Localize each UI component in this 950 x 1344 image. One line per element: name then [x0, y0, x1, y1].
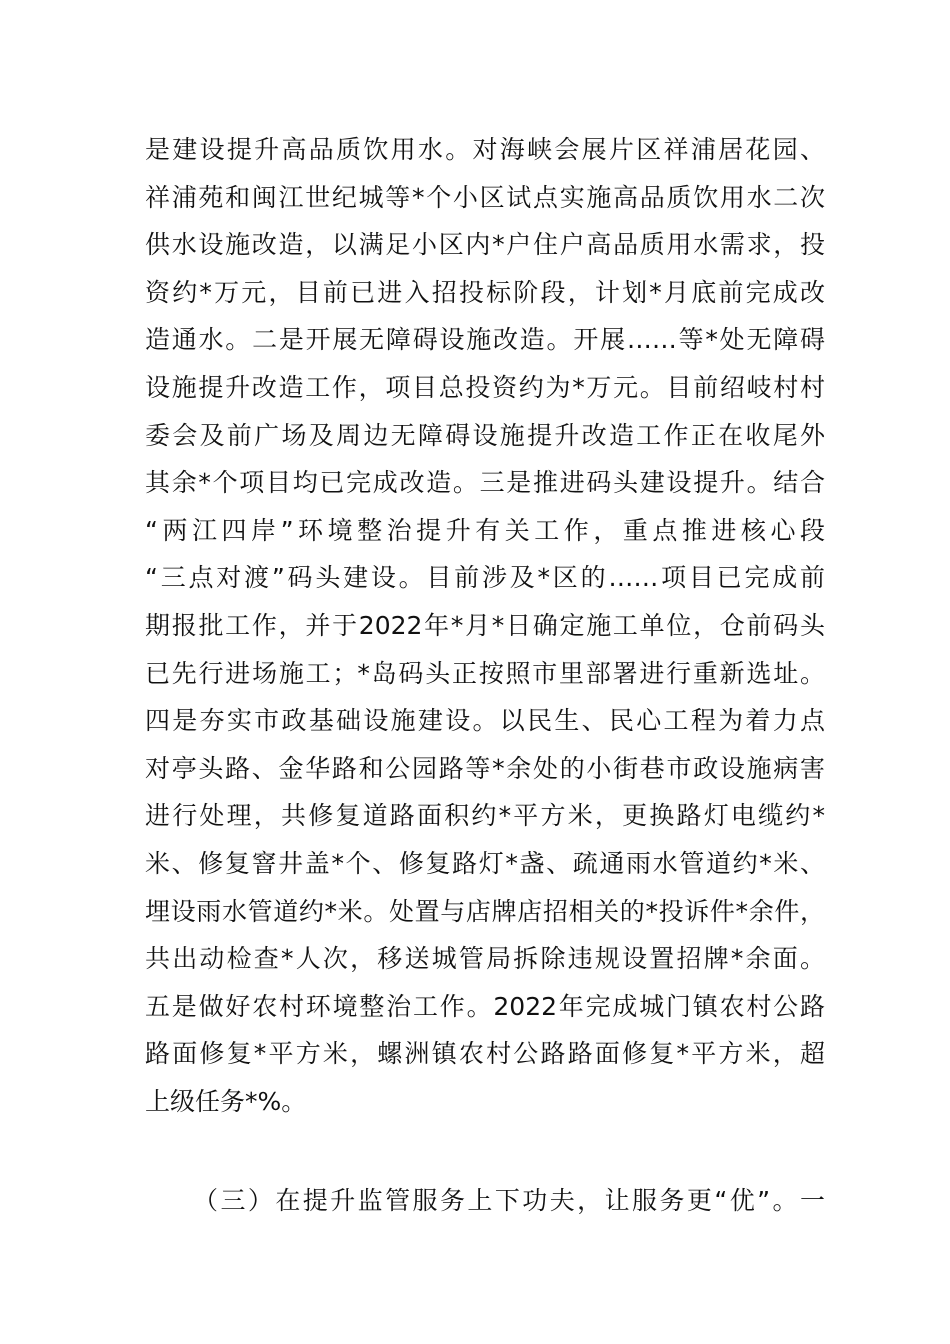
text-line: 祥浦苑和闽江世纪城等*个小区试点实施高品质饮用水二次	[145, 182, 825, 212]
text-line: 造通水。二是开展无障碍设施改造。开展……等*处无障碍	[145, 325, 825, 355]
text-line: 上级任务*%。	[145, 1086, 307, 1116]
text-line: 对亭头路、金华路和公园路等*余处的小街巷市政设施病害	[145, 753, 825, 783]
text-line: 五是做好农村环境整治工作。2022年完成城门镇农村公路	[145, 991, 825, 1021]
text-line: 路面修复*平方米，螺洲镇农村公路路面修复*平方米，超	[145, 1039, 825, 1069]
text-line: 资约*万元，目前已进入招投标阶段，计划*月底前完成改	[145, 277, 825, 307]
body-paragraph-1	[145, 126, 825, 1125]
text-line: 设施提升改造工作，项目总投资约为*万元。目前绍岐村村	[145, 372, 825, 402]
text-line: 期报批工作，并于2022年*月*日确定施工单位，仓前码头	[145, 610, 825, 640]
body-paragraph-2	[145, 1177, 825, 1225]
text-line: 是建设提升高品质饮用水。对海峡会展片区祥浦居花园、	[145, 135, 825, 164]
text-line: 其余*个项目均已完成改造。三是推进码头建设提升。结合	[145, 468, 825, 498]
text-line: 米、修复窨井盖*个、修复路灯*盏、疏通雨水管道约*米、	[145, 848, 825, 878]
text-line: 埋设雨水管道约*米。处置与店牌店招相关的*投诉件*余件，	[145, 896, 825, 926]
text-line: 委会及前广场及周边无障碍设施提升改造工作正在收尾外	[145, 420, 825, 450]
text-line: “三点对渡”码头建设。目前涉及*区的……项目已完成前	[145, 563, 825, 593]
text-line: （三）在提升监管服务上下功夫，让服务更“优”。一	[193, 1186, 825, 1215]
text-line: “两江四岸”环境整治提升有关工作，重点推进核心段	[145, 515, 825, 545]
text-line: 供水设施改造，以满足小区内*户住户高品质用水需求，投	[145, 230, 825, 260]
text-line: 进行处理，共修复道路面积约*平方米，更换路灯电缆约*	[145, 801, 825, 831]
text-line: 四是夯实市政基础设施建设。以民生、民心工程为着力点	[145, 706, 825, 736]
text-line: 共出动检查*人次，移送城管局拆除违规设置招牌*余面。	[145, 944, 825, 974]
text-line: 已先行进场施工；*岛码头正按照市里部署进行重新选址。	[145, 658, 825, 688]
